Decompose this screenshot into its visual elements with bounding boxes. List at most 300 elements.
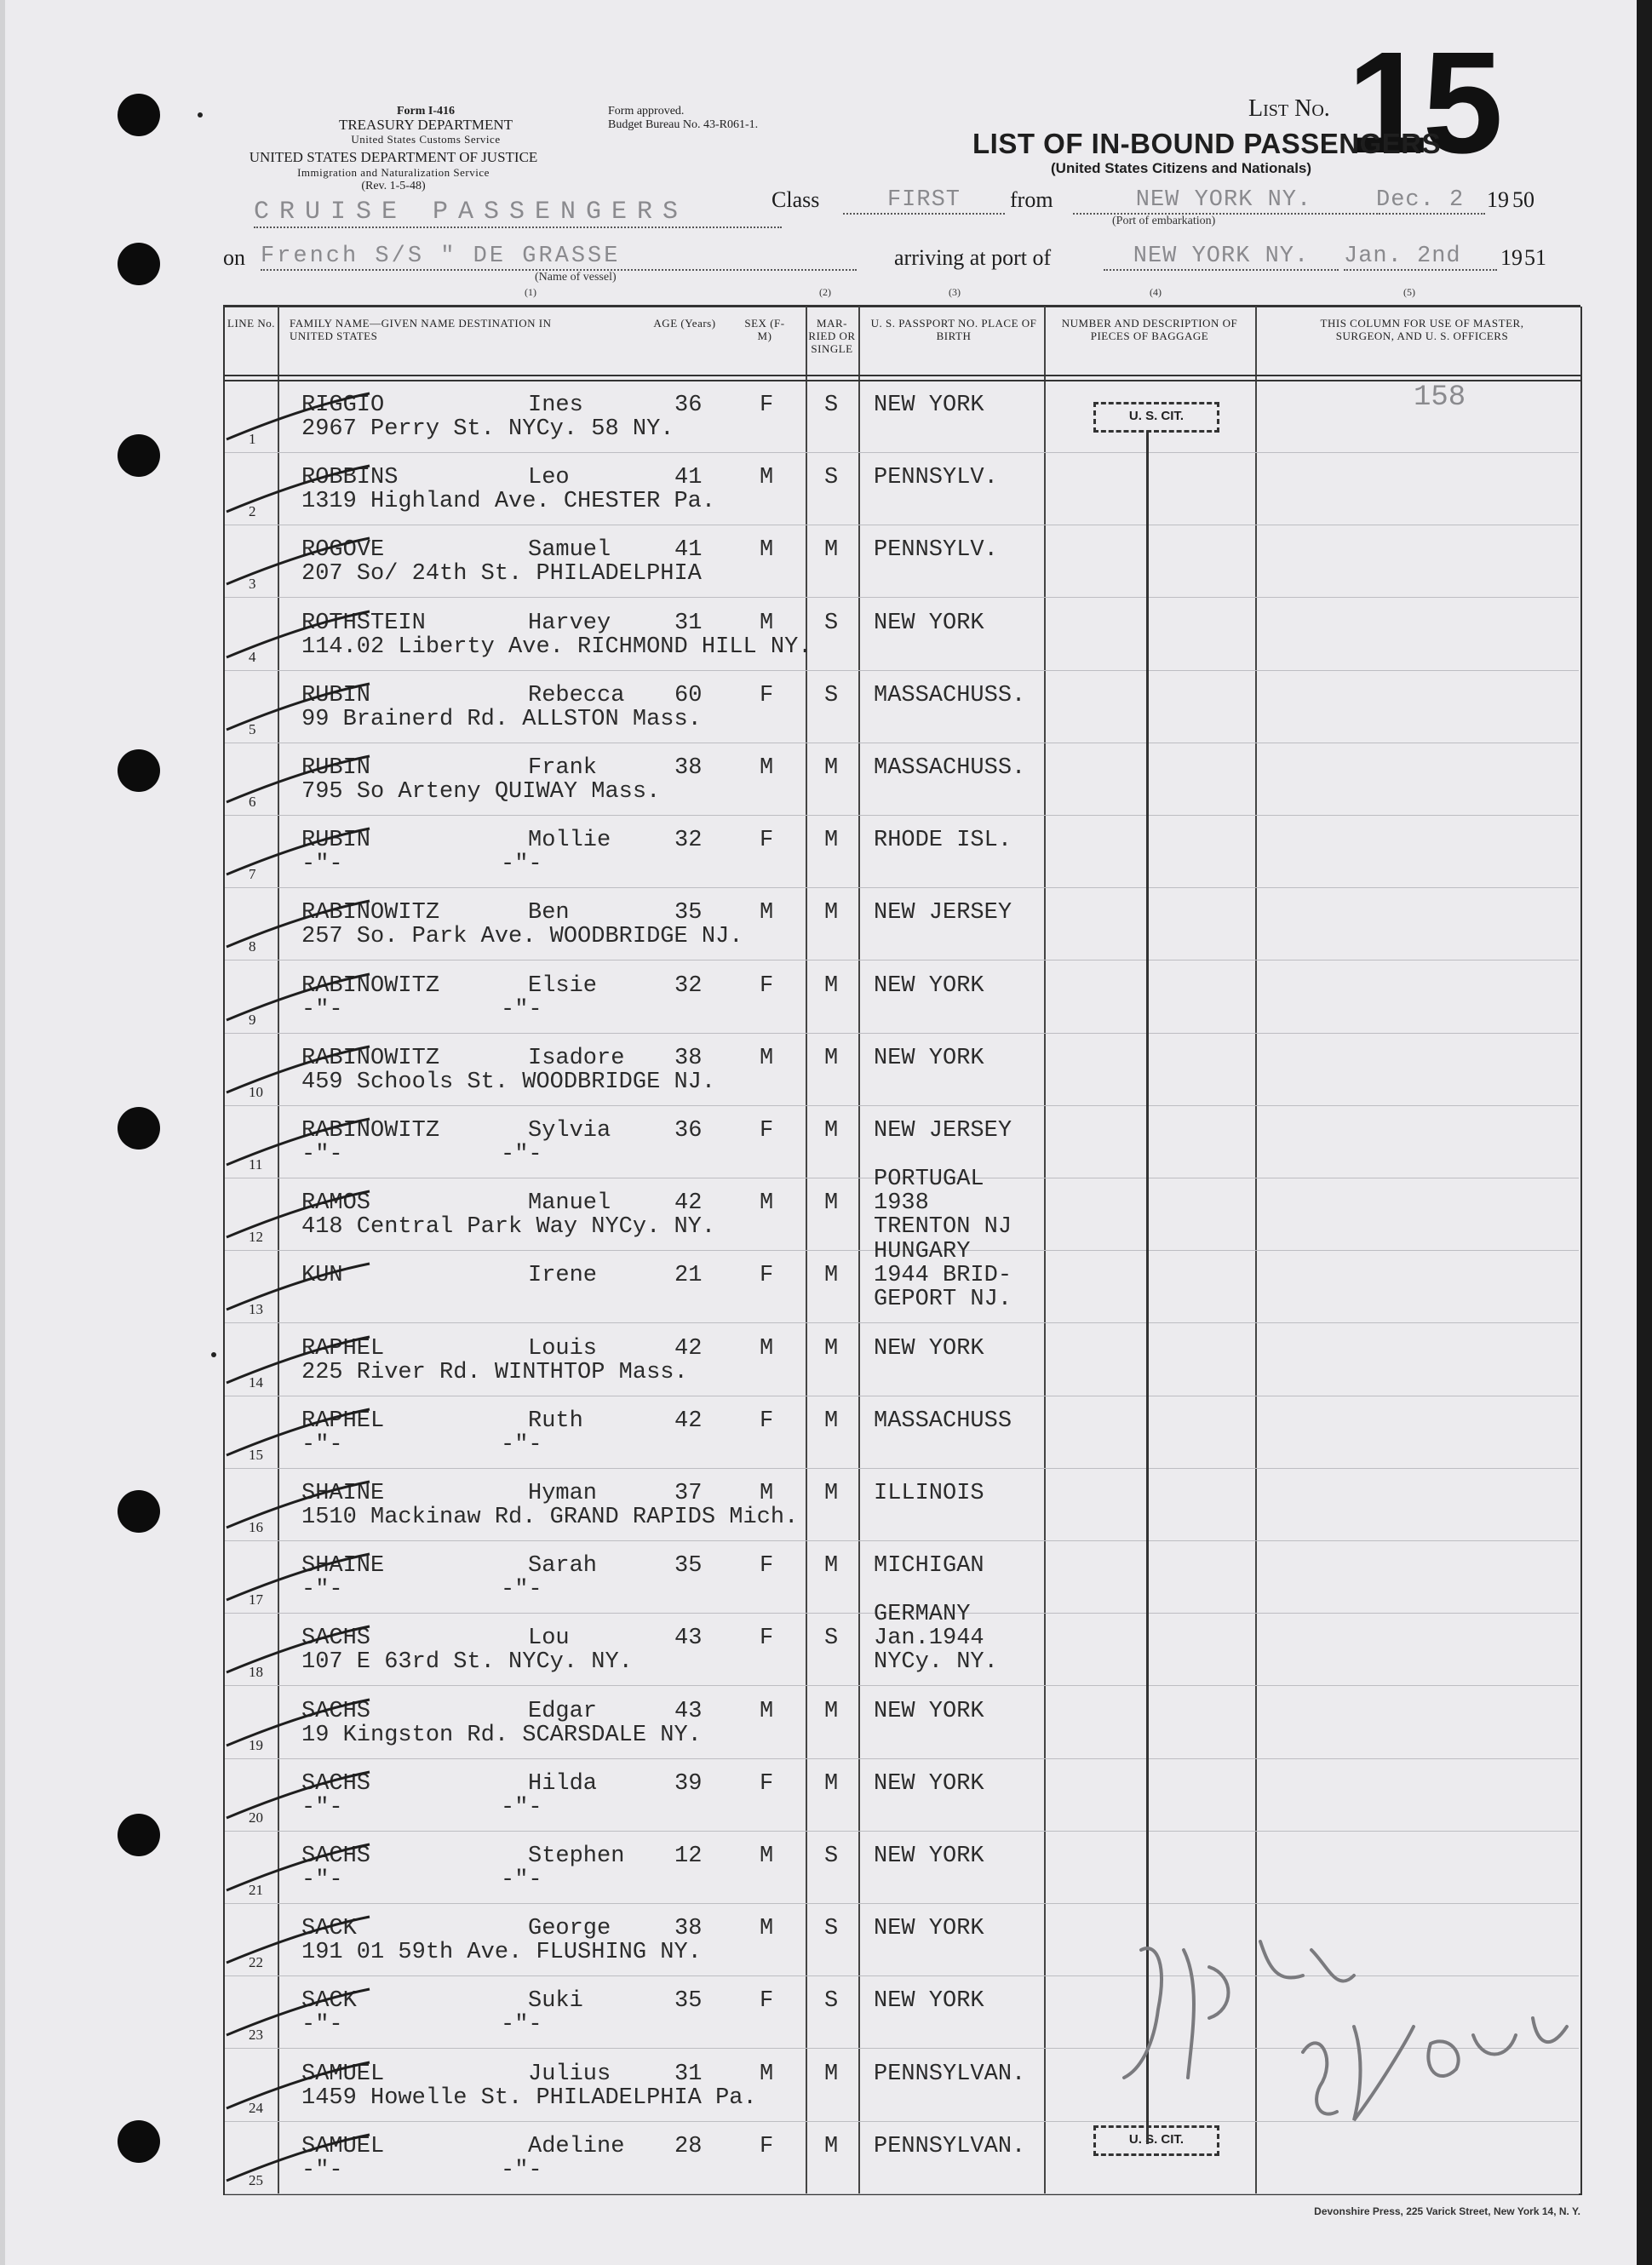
destination: -"- [301,2157,343,2183]
tally-mark [216,1984,378,2044]
given-name: Irene [528,1263,598,1289]
line-number: 13 [249,1301,263,1318]
place-of-birth: HUNGARY [874,1239,971,1265]
tally-mark [216,1477,378,1536]
table-row [225,887,1579,960]
marital-status: S [824,1988,839,2015]
family-name: SAMUEL [301,2061,385,2087]
age: 41 [674,537,703,564]
destination: -"- [301,2012,343,2038]
table-row [225,743,1579,816]
destination: 418 Central Park Way NYCy. NY. [301,1214,716,1241]
age: 31 [674,610,703,636]
age: 12 [674,1844,703,1869]
place-of-birth: MASSACHUSS. [874,682,1026,708]
citizenship-bracket [1146,431,1149,2144]
line-number: 17 [249,1591,263,1608]
destination: 2967 Perry St. NYCy. 58 NY. [301,416,674,442]
table-row [225,815,1579,888]
column-number-2: (2) [819,286,831,298]
destination: -"- [301,1431,343,1458]
marital-status: M [824,1190,839,1217]
column-header-name: FAMILY NAME—GIVEN NAME DESTINATION IN UNITED STATES [290,317,552,342]
tally-mark [216,1621,378,1681]
column-header-sex: SEX (F-M) [744,317,785,342]
sex: M [760,537,774,564]
sex: F [760,393,774,418]
line-number: 5 [249,720,256,737]
tally-mark [216,751,378,811]
destination: 257 So. Park Ave. WOODBRIDGE NJ. [301,924,743,950]
table-row [225,380,1579,453]
table-row [225,1686,1579,1759]
tally-mark [216,2130,378,2189]
table-row [225,525,1579,598]
family-name: RABINOWITZ [301,1045,440,1071]
place-of-birth: PENNSYLV. [874,465,998,491]
place-of-birth: NEW YORK [874,1045,984,1071]
sex: F [760,1408,774,1434]
treasury-label: TREASURY DEPARTMENT [338,117,513,133]
destination: 99 Brainerd Rd. ALLSTON Mass. [301,706,702,732]
document-subtitle: (United States Citizens and Nationals) [1051,160,1312,176]
tally-mark [216,679,378,738]
family-name: ROGOVE [301,537,385,564]
line-number: 16 [249,1519,263,1535]
given-name: Harvey [528,610,611,636]
family-name: SHAINE [301,1553,385,1580]
column-header-officers: THIS COLUMN FOR USE OF MASTER, SURGEON, AND U. S. OFFICERS [1320,317,1524,342]
age: 36 [674,1118,703,1144]
tally-mark [216,461,378,520]
age: 42 [674,1335,703,1362]
destination: 459 Schools St. WOODBRIDGE NJ. [301,1069,716,1095]
sex: M [760,755,774,781]
line-number: 7 [249,866,256,883]
marital-status: S [824,1626,839,1652]
column-header-baggage: NUMBER AND DESCRIPTION OF PIECES OF BAGGAGE [1061,317,1238,342]
family-name: RABINOWITZ [301,972,440,999]
marital-status: S [824,1916,839,1942]
header-rule [223,375,1580,376]
column-number-5: (5) [1403,286,1415,298]
column-header-married: MAR-RIED OR SINGLE [808,317,856,355]
family-name: SACK [301,1916,357,1942]
marital-status: M [824,1118,839,1144]
sex: M [760,1844,774,1869]
marital-status: M [824,972,839,999]
destination-ditto: -"- [501,1142,542,1167]
given-name: Mollie [528,828,611,854]
class-value: FIRST [843,187,1005,215]
line-number: 8 [249,938,256,955]
age: 39 [674,1770,703,1797]
sex: F [760,682,774,708]
destination: 19 Kingston Rd. SCARSDALE NY. [301,1722,702,1748]
age: 43 [674,1626,703,1652]
given-name: Isadore [528,1045,625,1071]
place-of-birth: 1944 BRID- [874,1263,1012,1289]
destination: -"- [301,852,343,878]
marital-status: M [824,1553,839,1580]
family-name: RUBIN [301,828,371,854]
class-label: Class [772,187,820,212]
place-of-birth: NEW JERSEY [874,900,1012,926]
vessel-caption: (Name of vessel) [535,271,617,284]
binder-hole [118,243,160,285]
age: 31 [674,2061,703,2087]
tally-mark [216,1767,378,1826]
place-of-birth: ILLINOIS [874,1481,984,1506]
given-name: Ines [528,393,583,418]
form-number: Form I-416 [396,105,456,118]
revision-label: (Rev. 1-5-48) [361,180,426,192]
destination: 1459 Howelle St. PHILADELPHIA Pa. [301,2084,757,2111]
age: 28 [674,2133,703,2159]
document-title: LIST OF IN-BOUND PASSENGERS [972,128,1442,159]
age: 42 [674,1190,703,1217]
family-name: ROBBINS [301,465,399,491]
given-name: Manuel [528,1190,611,1217]
sex: F [760,828,774,854]
justice-label: UNITED STATES DEPARTMENT OF JUSTICE [249,149,538,165]
marital-status: M [824,1408,839,1434]
page-right-edge [1637,0,1652,2265]
tally-mark [216,823,378,883]
binder-hole [118,1107,160,1150]
column-header-age: AGE (Years) [653,317,716,330]
sex: M [760,2061,774,2087]
marital-status: M [824,755,839,781]
place-of-birth: PENNSYLVAN. [874,2133,1026,2159]
marital-status: M [824,2133,839,2159]
family-name: RAPHEL [301,1335,385,1362]
column-header-line: LINE No. [227,317,275,330]
tally-mark [216,896,378,955]
tally-mark [216,1404,378,1464]
given-name: Adeline [528,2133,625,2159]
binder-hole [118,1814,160,1856]
marital-status: M [824,1770,839,1797]
arriving-label: arriving at port of [894,245,1052,270]
destination-ditto: -"- [501,1794,542,1821]
given-name: Samuel [528,537,611,564]
binder-hole [118,434,160,477]
destination: -"- [301,996,343,1023]
sex: M [760,610,774,636]
marital-status: S [824,1844,839,1869]
line-number: 11 [249,1156,263,1173]
place-of-birth: 1938 [874,1190,929,1217]
sex: F [760,1118,774,1144]
sex: F [760,1626,774,1652]
given-name: Julius [528,2061,611,2087]
place-of-birth: NEW JERSEY [874,1118,1012,1144]
sex: M [760,465,774,491]
table-row [225,1602,1579,1686]
place-of-birth: NEW YORK [874,1335,984,1362]
row-divider [225,2193,1579,2194]
place-of-birth: NEW YORK [874,1916,984,1942]
sex: M [760,1698,774,1724]
tally-mark [216,1041,378,1101]
destination: 795 So Arteny QUIWAY Mass. [301,779,661,805]
marital-status: M [824,537,839,564]
arrival-year-prefix: 19 [1500,245,1523,270]
given-name: Louis [528,1335,598,1362]
family-name: RAMOS [301,1190,371,1217]
line-number: 22 [249,1954,263,1971]
destination: -"- [301,1794,343,1821]
column-number-1: (1) [525,286,536,298]
family-name: SACHS [301,1770,371,1797]
age: 41 [674,465,703,491]
embarkation-year: 50 [1512,187,1534,212]
sex: M [760,1916,774,1942]
place-of-birth: NEW YORK [874,972,984,999]
from-label: from [1010,187,1053,212]
age: 36 [674,393,703,418]
list-no-label: List No. [1248,95,1330,122]
place-of-birth: NEW YORK [874,1988,984,2015]
vessel-name: French S/S " DE GRASSE [261,244,857,271]
binder-hole [118,749,160,792]
tally-mark [216,1839,378,1899]
line-number: 24 [249,2099,263,2116]
tally-mark [216,1694,378,1754]
officer-stamp-number: 158 [1414,381,1466,414]
sex: F [760,2133,774,2159]
age: 37 [674,1481,703,1506]
marital-status: M [824,900,839,926]
binder-hole [118,1490,160,1533]
sex: F [760,1263,774,1289]
sex: M [760,1335,774,1362]
given-name: Hyman [528,1481,598,1506]
tally-mark [216,606,378,666]
tally-mark [216,2057,378,2117]
place-of-birth: GERMANY [874,1602,971,1628]
sex: F [760,1553,774,1580]
destination: 191 01 59th Ave. FLUSHING NY. [301,1940,702,1966]
destination: -"- [301,1142,343,1167]
customs-label: United States Customs Service [351,133,501,146]
destination: 207 So/ 24th St. PHILADELPHIA [301,561,702,588]
table-row [225,1323,1579,1396]
line-number: 25 [249,2171,263,2188]
marital-status: M [824,1698,839,1724]
tally-mark [216,1549,378,1608]
sex: M [760,1045,774,1071]
sex: F [760,972,774,999]
line-number: 20 [249,1809,263,1826]
place-of-birth: NEW YORK [874,1844,984,1869]
table-row [225,1033,1579,1106]
family-name: RUBIN [301,755,371,781]
age: 43 [674,1698,703,1724]
tally-mark [216,1332,378,1391]
place-of-birth: NEW YORK [874,1770,984,1797]
place-of-birth: NYCy. NY. [874,1649,998,1676]
destination-ditto: -"- [501,996,542,1023]
place-of-birth: PENNSYLVAN. [874,2061,1026,2087]
age: 35 [674,900,703,926]
given-name: Elsie [528,972,598,999]
line-number: 18 [249,1664,263,1681]
line-number: 1 [249,431,256,447]
tally-mark [216,1114,378,1173]
place-of-birth: PENNSYLV. [874,537,998,564]
tally-mark [216,1912,378,1971]
marital-status: S [824,393,839,418]
given-name: Edgar [528,1698,598,1724]
given-name: Suki [528,1988,583,2015]
printer-credit: Devonshire Press, 225 Varick Street, New York 14, N. Y. [1314,2205,1580,2217]
column-number-3: (3) [949,286,961,298]
family-name: SACHS [301,1844,371,1869]
given-name: Rebecca [528,682,625,708]
marital-status: S [824,682,839,708]
table-row [225,1468,1579,1541]
given-name: Sarah [528,1553,598,1580]
age: 38 [674,1916,703,1942]
destination-ditto: -"- [501,2012,542,2038]
embarkation-caption: (Port of embarkation) [1112,215,1216,227]
marital-status: M [824,1045,839,1071]
table-row [225,1239,1579,1323]
tally-mark [216,1259,378,1318]
destination-ditto: -"- [501,1431,542,1458]
sex: M [760,900,774,926]
destination: 114.02 Liberty Ave. RICHMOND HILL NY. [301,634,812,660]
arrival-port: NEW YORK NY. [1104,244,1339,271]
marital-status: M [824,1481,839,1506]
marital-status: M [824,828,839,854]
destination: 1510 Mackinaw Rd. GRAND RAPIDS Mich. [301,1505,799,1530]
column-number-4: (4) [1150,286,1162,298]
place-of-birth: RHODE ISL. [874,828,1012,854]
table-row [225,670,1579,743]
budget-label: Budget Bureau No. 43-R061-1. [608,118,759,131]
age: 35 [674,1988,703,2015]
given-name: Sylvia [528,1118,611,1144]
cruise-passengers-label: CRUISE PASSENGERS [254,198,782,228]
on-label: on [223,245,245,270]
given-name: Stephen [528,1844,625,1869]
place-of-birth: MASSACHUSS. [874,755,1026,781]
line-number: 2 [249,503,256,520]
destination-ditto: -"- [501,1577,542,1603]
family-name: SACHS [301,1626,371,1652]
age: 42 [674,1408,703,1434]
place-of-birth: TRENTON NJ [874,1214,1012,1241]
sex: M [760,1190,774,1217]
given-name: Lou [528,1626,570,1652]
line-number: 14 [249,1373,263,1391]
citizen-stamp-top: U. S. CIT. [1093,402,1219,433]
sex: F [760,1770,774,1797]
place-of-birth: NEW YORK [874,393,984,418]
handwritten-signature [1107,1916,1584,2171]
marital-status: S [824,610,839,636]
tally-mark [216,533,378,593]
binder-hole [118,94,160,136]
destination: 1319 Highland Ave. CHESTER Pa. [301,489,716,515]
table-row [225,452,1579,525]
ins-label: Immigration and Naturalization Service [297,166,490,179]
given-name: Ruth [528,1408,583,1434]
line-number: 21 [249,1882,263,1898]
table-row [225,1831,1579,1904]
destination-ditto: -"- [501,1867,542,1893]
place-of-birth: GEPORT NJ. [874,1287,1012,1313]
destination: 107 E 63rd St. NYCy. NY. [301,1649,633,1676]
given-name: Frank [528,755,598,781]
place-of-birth: MICHIGAN [874,1553,984,1580]
place-of-birth: NEW YORK [874,1698,984,1724]
marital-status: S [824,465,839,491]
age: 35 [674,1553,703,1580]
tally-mark [216,969,378,1029]
line-number: 15 [249,1446,263,1463]
family-name: RABINOWITZ [301,1118,440,1144]
page-left-edge [0,0,5,2265]
given-name: Ben [528,900,570,926]
family-name: RIGGIO [301,393,385,418]
approved-label: Form approved. [608,105,685,118]
embarkation-date: Dec. 2 [1376,187,1485,215]
family-name: RUBIN [301,682,371,708]
column-header-passport: U. S. PASSPORT NO. PLACE OF BIRTH [870,317,1037,342]
line-number: 3 [249,576,256,593]
sex: F [760,1988,774,2015]
age: 32 [674,972,703,999]
place-of-birth: NEW YORK [874,610,984,636]
age: 21 [674,1263,703,1289]
binder-hole [118,2120,160,2163]
family-name: SHAINE [301,1481,385,1506]
line-number: 10 [249,1083,263,1100]
age: 60 [674,682,703,708]
destination-ditto: -"- [501,852,542,878]
embarkation-year-prefix: 19 [1487,187,1509,212]
age: 38 [674,1045,703,1071]
line-number: 9 [249,1011,256,1028]
line-number: 12 [249,1229,263,1246]
place-of-birth: MASSACHUSS [874,1408,1012,1434]
line-number: 6 [249,794,256,810]
destination: 225 River Rd. WINTHTOP Mass. [301,1359,688,1385]
speck [198,112,203,118]
line-number: 23 [249,2027,263,2044]
given-name: Hilda [528,1770,598,1797]
citizen-stamp-bottom: U. S. CIT. [1093,2125,1219,2156]
arrival-year: 51 [1524,245,1546,270]
arrival-date: Jan. 2nd [1344,244,1497,271]
line-number: 4 [249,648,256,665]
family-name: KUN [301,1263,343,1289]
marital-status: M [824,1263,839,1289]
family-name: SAMUEL [301,2133,385,2159]
family-name: SACHS [301,1698,371,1724]
line-number: 19 [249,1736,263,1753]
family-name: ROTHSTEIN [301,610,426,636]
given-name: George [528,1916,611,1942]
destination: -"- [301,1867,343,1893]
table-row [225,960,1579,1034]
destination: -"- [301,1577,343,1603]
age: 32 [674,828,703,854]
